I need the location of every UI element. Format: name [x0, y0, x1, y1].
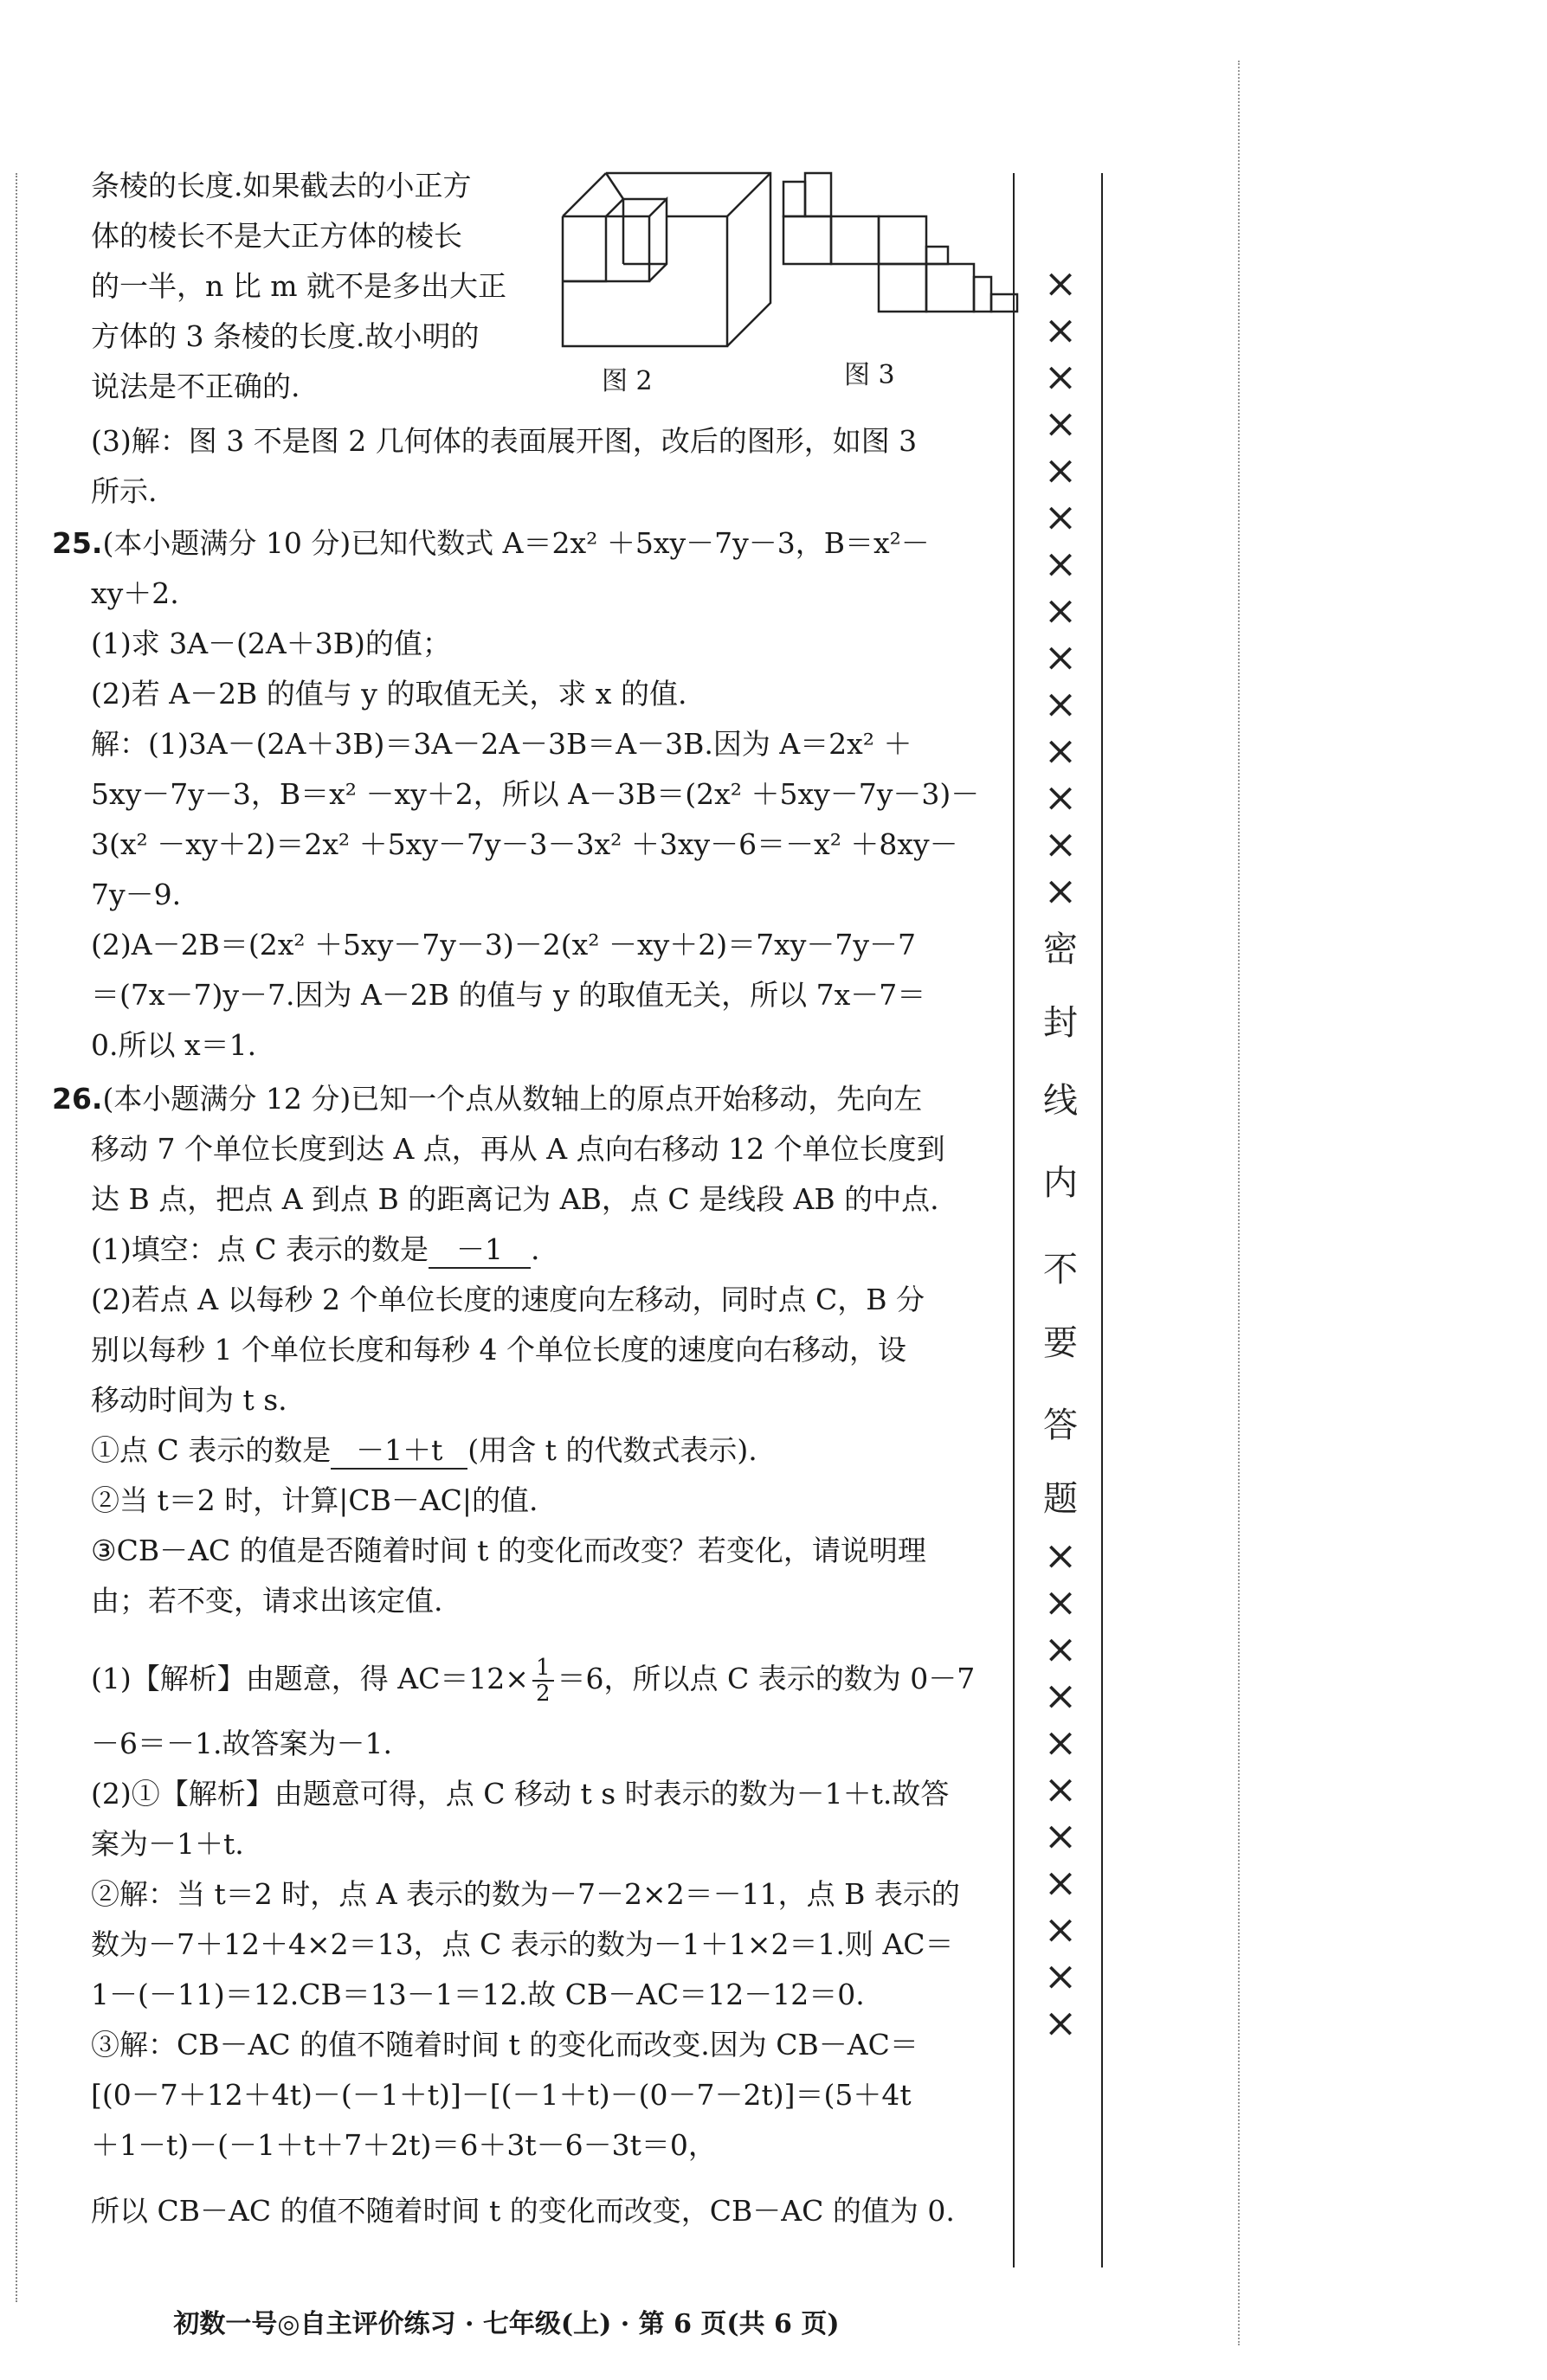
seal-char: 密	[1043, 929, 1078, 969]
q26-stem-line: 达 B 点，把点 A 到点 B 的距离记为 AB，点 C 是线段 AB 的中点.	[91, 1182, 939, 1216]
seal-crosses-top: ××××××××××××××	[1043, 260, 1078, 914]
binding-dots-right	[1238, 61, 1240, 2345]
q26-sol1-prefix: (1)【解析】由题意，得 AC＝12×	[91, 1662, 529, 1695]
q26-item3-line: 由；若不变，请求出该定值.	[91, 1584, 443, 1618]
q26-solution-line: ＋1－t)－(－1＋t＋7＋2t)＝6＋3t－6－3t＝0，	[91, 2128, 717, 2162]
seal-char: 题	[1043, 1479, 1078, 1519]
q24-part3-line: 所示.	[91, 474, 158, 508]
page-footer: 初数一号◎自主评价练习 · 七年级(上) · 第 6 页(共 6 页)	[173, 2309, 840, 2339]
q26-solution-line: [(0－7＋12＋4t)－(－1＋t)]－[(－1＋t)－(0－7－2t)]＝(5＋4t	[91, 2078, 912, 2112]
figure-3-net	[779, 164, 1039, 329]
seal-char: 不	[1043, 1250, 1078, 1290]
q26-item1-suffix: (用含 t 的代数式表示).	[467, 1433, 757, 1467]
q26-sub1-answer: －1	[429, 1232, 531, 1269]
q26-stem	[52, 1082, 952, 1116]
q26-solution-line: ③解：CB－AC 的值不随着时间 t 的变化而改变.因为 CB－AC＝	[91, 2028, 919, 2062]
seal-char: 要	[1043, 1323, 1078, 1363]
q25-solution-line: 5xy－7y－3，B＝x² －xy＋2，所以 A－3B＝(2x² ＋5xy－7y－3)－	[91, 777, 980, 811]
q24-text-line: 条棱的长度.如果截去的小正方	[91, 169, 472, 203]
q26-sub2-line: 别以每秒 1 个单位长度和每秒 4 个单位长度的速度向右移动，设	[91, 1333, 906, 1367]
q26-item3-line: ③CB－AC 的值是否随着时间 t 的变化而改变？若变化，请说明理	[91, 1534, 926, 1567]
binding-dots-left	[16, 173, 17, 2302]
q26-item2: ②当 t＝2 时，计算|CB－AC|的值.	[91, 1483, 538, 1517]
q26-sol1-line2: －6＝－1.故答案为－1.	[91, 1727, 392, 1760]
seal-char: 内	[1043, 1163, 1078, 1203]
q26-number: 26.	[52, 1082, 103, 1116]
q26-sub1-suffix: .	[530, 1232, 540, 1266]
q25-solution-line: (2)A－2B＝(2x² ＋5xy－7y－3)－2(x² －xy＋2)＝7xy－7y－7	[91, 928, 916, 962]
seal-char: 答	[1043, 1405, 1078, 1445]
seal-line-right	[1101, 173, 1103, 2267]
q26-sub1	[91, 1232, 991, 1269]
q26-sol1	[91, 1649, 991, 1709]
q26-sub1-prefix: (1)填空：点 C 表示的数是	[91, 1232, 429, 1266]
q26-sub2-line: 移动时间为 t s.	[91, 1383, 287, 1417]
fraction-denominator: 2	[535, 1681, 551, 1707]
q26-item1	[91, 1433, 991, 1470]
q25-sub1: (1)求 3A－(2A＋3B)的值；	[91, 627, 451, 660]
q25-solution-line: 7y－9.	[91, 878, 182, 911]
fraction-half	[532, 1656, 554, 1706]
q24-text-line: 说法是不正确的.	[91, 370, 300, 403]
seal-crosses-bottom: ×××××××××××	[1043, 1532, 1078, 2046]
q26-sub2-line: (2)若点 A 以每秒 2 个单位长度的速度向左移动，同时点 C，B 分	[91, 1283, 925, 1316]
q26-solution-line: (2)①【解析】由题意可得，点 C 移动 t s 时表示的数为－1＋t.故答	[91, 1777, 950, 1811]
q26-stem-text: (本小题满分 12 分)已知一个点从数轴上的原点开始移动，先向左	[102, 1082, 923, 1116]
q26-sol1-suffix: ＝6，所以点 C 表示的数为 0－7	[557, 1662, 976, 1695]
q25-stem-text: (本小题满分 10 分)已知代数式 A＝2x² ＋5xy－7y－3，B＝x²－	[102, 526, 930, 560]
figure-2-caption: 图 2	[602, 366, 653, 396]
q26-item1-prefix: ①点 C 表示的数是	[91, 1433, 332, 1467]
q25-solution-line: ＝(7x－7)y－7.因为 A－2B 的值与 y 的取值无关，所以 7x－7＝	[91, 978, 926, 1012]
figure-3-caption: 图 3	[844, 360, 895, 390]
q24-part3-line: (3)解：图 3 不是图 2 几何体的表面展开图，改后的图形，如图 3	[91, 424, 918, 458]
figure-2-cube	[554, 164, 779, 355]
q26-solution-line: 所以 CB－AC 的值不随着时间 t 的变化而改变，CB－AC 的值为 0.	[91, 2194, 955, 2228]
q26-stem-line: 移动 7 个单位长度到达 A 点，再从 A 点向右移动 12 个单位长度到	[91, 1132, 945, 1166]
q26-solution-line: 案为－1＋t.	[91, 1827, 244, 1861]
q25-stem	[52, 526, 952, 561]
q25-number: 25.	[52, 526, 103, 560]
fraction-numerator: 1	[532, 1656, 554, 1682]
q26-solution-line: 数为－7＋12＋4×2＝13，点 C 表示的数为－1＋1×2＝1.则 AC＝	[91, 1927, 954, 1961]
seal-line-left	[1013, 173, 1015, 2267]
q24-text-line: 体的棱长不是大正方体的棱长	[91, 219, 462, 253]
seal-char: 封	[1043, 1003, 1078, 1043]
q25-solution-line: 3(x² －xy＋2)＝2x² ＋5xy－7y－3－3x² ＋3xy－6＝－x² ＋8xy－	[91, 827, 958, 861]
q24-text-line: 的一半，n 比 m 就不是多出大正	[91, 269, 507, 303]
q25-solution-line: 0.所以 x＝1.	[91, 1028, 257, 1062]
q26-item1-answer: －1＋t	[331, 1433, 467, 1470]
q25-solution-line: 解：(1)3A－(2A＋3B)＝3A－2A－3B＝A－3B.因为 A＝2x² ＋	[91, 727, 912, 761]
q26-solution-line: ②解：当 t＝2 时，点 A 表示的数为－7－2×2＝－11，点 B 表示的	[91, 1877, 960, 1911]
seal-char: 线	[1043, 1081, 1078, 1121]
q24-text-line: 方体的 3 条棱的长度.故小明的	[91, 319, 480, 353]
q25-sub2: (2)若 A－2B 的值与 y 的取值无关，求 x 的值.	[91, 677, 687, 711]
q25-stem-line2: xy＋2.	[91, 576, 179, 610]
q26-solution-line: 1－(－11)＝12.CB＝13－1＝12.故 CB－AC＝12－12＝0.	[91, 1978, 865, 2011]
